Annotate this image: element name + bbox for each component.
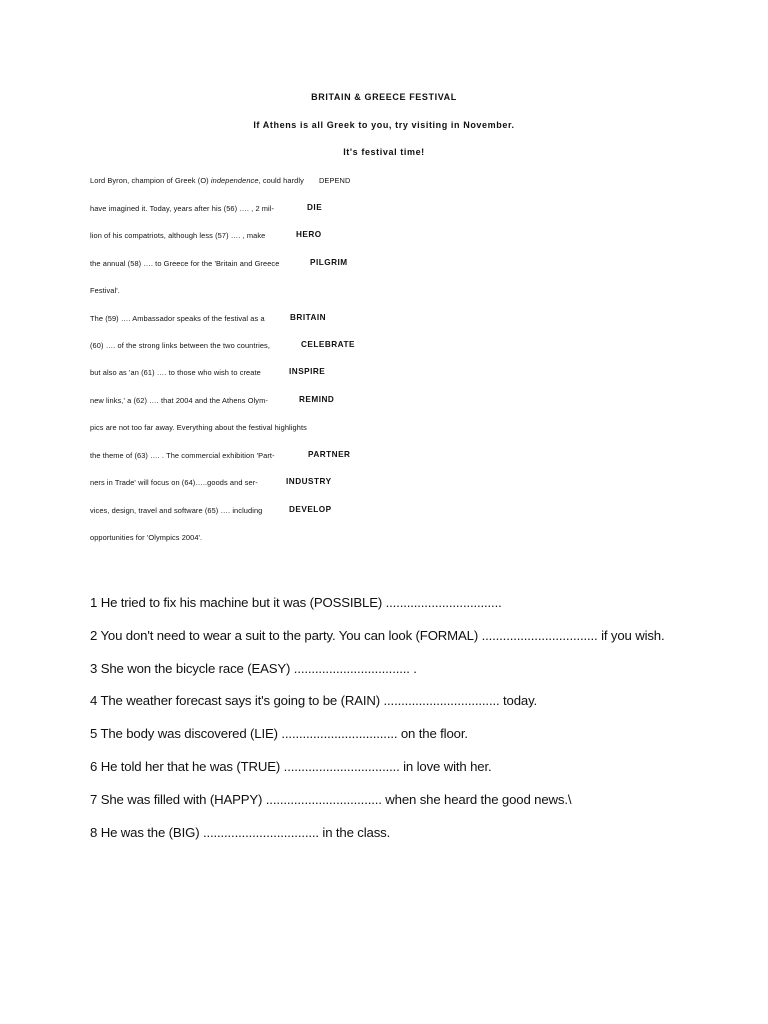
passage-line: have imagined it. Today, years after his (56) …. , 2 mil- xyxy=(90,204,275,213)
keyword-pilgrim: PILGRIM xyxy=(310,258,348,267)
keyword-industry: INDUSTRY xyxy=(286,477,332,486)
exercise-item: 6 He told her that he was (TRUE) ................................. in love with her. xyxy=(90,759,492,774)
passage-line: The (59) …. Ambassador speaks of the festival as a xyxy=(90,314,265,323)
keyword-hero: HERO xyxy=(296,230,322,239)
passage-line: pics are not too far away. Everything about the festival highlights xyxy=(90,423,307,432)
exercise-item: 2 You don't need to wear a suit to the party. You can look (FORMAL) ................................. if you wish. xyxy=(90,628,665,643)
passage-line: Lord Byron, champion of Greek (O) independence, could hardly xyxy=(90,176,304,185)
passage-line: but also as 'an (61) …. to those who wish to create xyxy=(90,368,261,377)
passage-line: lion of his compatriots, although less (57) …. , make xyxy=(90,231,266,240)
keyword-inspire: INSPIRE xyxy=(289,367,326,376)
keyword-britain: BRITAIN xyxy=(290,313,327,322)
keyword-partner: PARTNER xyxy=(308,450,351,459)
passage-line: Festival'. xyxy=(90,286,120,295)
subtitle: If Athens is all Greek to you, try visiting in November. xyxy=(253,120,515,130)
keyword-develop: DEVELOP xyxy=(289,505,332,514)
exercise-item: 5 The body was discovered (LIE) ................................. on the floor. xyxy=(90,726,468,741)
title: BRITAIN & GREECE FESTIVAL xyxy=(311,92,457,102)
passage-line: opportunities for 'Olympics 2004'. xyxy=(90,533,203,542)
keyword-depend: DEPEND xyxy=(319,176,351,185)
subtitle-festival-time: It's festival time! xyxy=(343,147,425,157)
exercise-item: 7 She was filled with (HAPPY) ................................. when she heard the good news.\ xyxy=(90,792,572,807)
passage-line: ners in Trade' will focus on (64)…..goods and ser- xyxy=(90,478,258,487)
keyword-remind: REMIND xyxy=(299,395,335,404)
exercise-item: 1 He tried to fix his machine but it was (POSSIBLE) ................................. xyxy=(90,595,502,610)
keyword-die: DIE xyxy=(307,203,323,212)
keyword-celebrate: CELEBRATE xyxy=(301,340,355,349)
passage-line: the theme of (63) …. . The commercial exhibition 'Part- xyxy=(90,451,275,460)
passage-line: the annual (58) …. to Greece for the 'Britain and Greece xyxy=(90,259,280,268)
passage-line: new links,' a (62) …. that 2004 and the Athens Olym- xyxy=(90,396,268,405)
passage-line: (60) …. of the strong links between the two countries, xyxy=(90,341,270,350)
passage-line: vices, design, travel and software (65) …. including xyxy=(90,506,263,515)
exercise-item: 4 The weather forecast says it's going to be (RAIN) ................................. today. xyxy=(90,693,538,708)
exercise-item: 3 She won the bicycle race (EASY) ................................. . xyxy=(90,661,417,676)
exercise-item: 8 He was the (BIG) ................................. in the class. xyxy=(90,825,391,840)
